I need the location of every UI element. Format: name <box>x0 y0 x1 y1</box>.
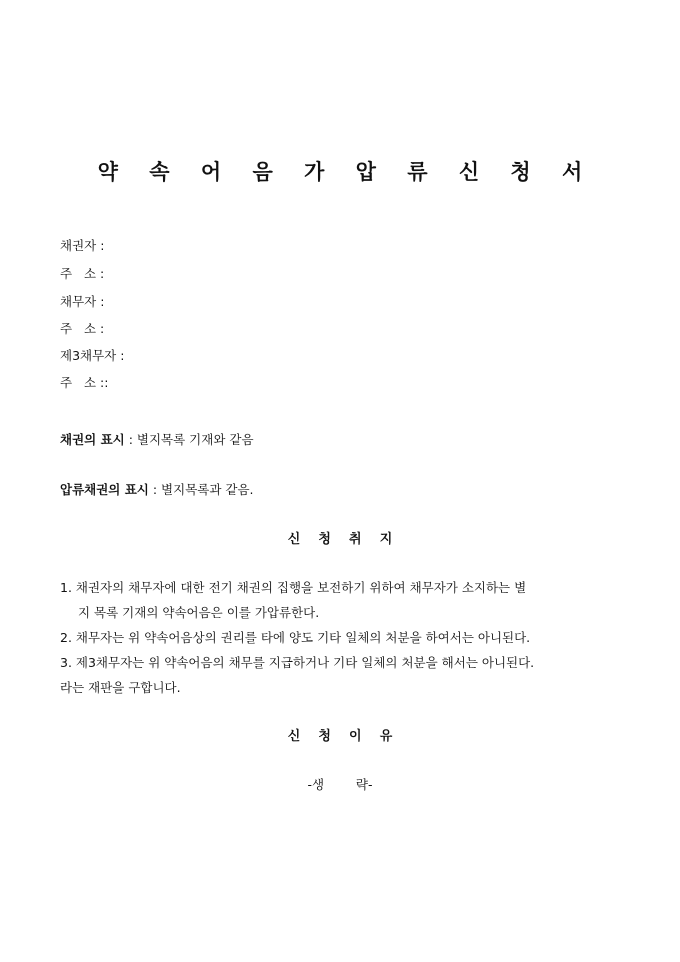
document-title: 약 속 어 음 가 압 류 신 청 서 <box>97 159 595 184</box>
purpose-line-2: 2. 채무자는 위 약속어음상의 권리를 타에 양도 기타 일체의 처분을 하여서는 아니된다. <box>60 630 531 645</box>
debtor-address-field: 주 소 : <box>60 321 105 336</box>
seizure-display-line <box>60 480 254 498</box>
creditor-address-field: 주 소 : <box>60 266 105 281</box>
purpose-closing: 라는 재판을 구합니다. <box>60 680 181 695</box>
claim-display-label: 채권의 표시 <box>60 432 125 447</box>
omitted-note: -생 략- <box>307 777 373 792</box>
reason-heading: 신 청 이 유 <box>287 729 393 744</box>
seizure-display-value: : 별지목록과 같음. <box>148 482 254 497</box>
third-debtor-address-field: 주 소 :: <box>60 375 109 390</box>
purpose-heading: 신 청 취 지 <box>287 532 393 547</box>
claim-display-value: : 별지목록 기재와 같음 <box>124 432 254 447</box>
third-debtor-field: 제3채무자 : <box>60 348 125 363</box>
purpose-line-1-cont: 지 목록 기재의 약속어음은 이를 가압류한다. <box>78 605 320 620</box>
purpose-line-1: 1. 채권자의 채무자에 대한 전기 채권의 집행을 보전하기 위하여 채무자가 소지하는 별 <box>60 580 527 595</box>
seizure-display-label: 압류채권의 표시 <box>60 482 149 497</box>
purpose-line-3: 3. 제3채무자는 위 약속어음의 채무를 지급하거나 기타 일체의 처분을 해서는 아니된다. <box>60 655 535 670</box>
claim-display-line <box>60 430 254 448</box>
creditor-field: 채권자 : <box>60 238 105 253</box>
debtor-field: 채무자 : <box>60 294 105 309</box>
